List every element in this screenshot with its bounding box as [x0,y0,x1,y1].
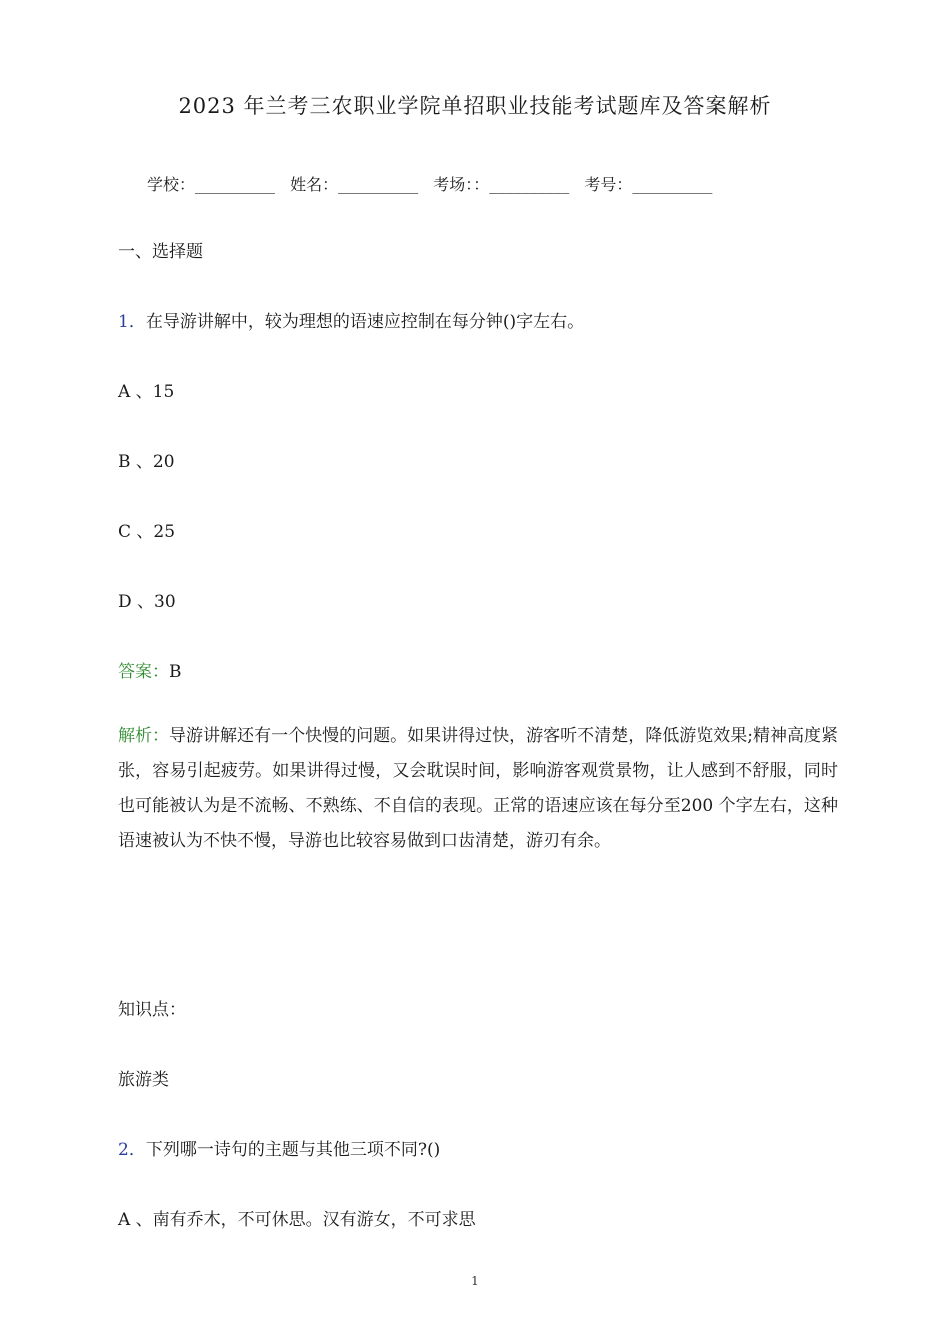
question-1-analysis [118,719,838,859]
exam-room-label: 考场：： [433,175,490,194]
question-2-option-a: A 、南有乔木，不可休思。汉有游女，不可求思 [118,1210,476,1230]
question-1-number: 1． [118,312,146,332]
question-2-number: 2． [118,1140,146,1160]
school-blank: __________ [195,175,276,194]
exam-room-blank: __________ [489,175,570,194]
exam-number-label: 考号： [584,175,633,194]
name-blank: __________ [338,175,419,194]
analysis-label: 解析： [118,726,170,746]
question-1-answer [118,657,182,682]
exam-number-blank: __________ [632,175,713,194]
question-2 [118,1135,440,1160]
name-field [290,175,418,194]
analysis-text: 导游讲解还有一个快慢的问题。如果讲得过快，游客听不清楚，降低游览效果;精神高度紧张，容易引起疲劳。如果讲得过慢，又会耽误时间，影响游客观赏景物，让人感到不舒服，同时也可能被认为是不流畅、不熟练、不自信的表现。正常的语速应该在每分至200 个字左右，这种语速被认为不快不慢，导游也比较容易做到口齿清楚，游刃有余。 [118,726,839,851]
question-1-text: 在导游讲解中，较为理想的语速应控制在每分钟()字左右。 [145,312,585,332]
school-label: 学校： [147,175,196,194]
name-label: 姓名： [290,175,339,194]
school-field [147,175,275,194]
answer-value: B [169,662,182,682]
question-1-option-c: C 、25 [118,522,176,542]
answer-label: 答案： [118,662,169,682]
question-1-option-d: D 、30 [118,592,176,612]
exam-number-field [584,175,712,194]
question-1 [118,307,584,332]
student-info-row [147,172,722,195]
question-1-option-b: B 、20 [118,452,175,472]
exam-room-field [433,175,569,194]
knowledge-point-value: 旅游类 [118,1070,169,1090]
section-heading: 一、选择题 [118,242,203,262]
document-title: 2023 年兰考三农职业学院单招职业技能考试题库及答案解析 [178,94,772,118]
knowledge-point-label: 知识点： [118,1000,186,1020]
question-2-text: 下列哪一诗句的主题与其他三项不同?() [145,1140,441,1160]
page-number: 1 [471,1274,479,1288]
question-1-option-a: A 、15 [118,382,175,402]
